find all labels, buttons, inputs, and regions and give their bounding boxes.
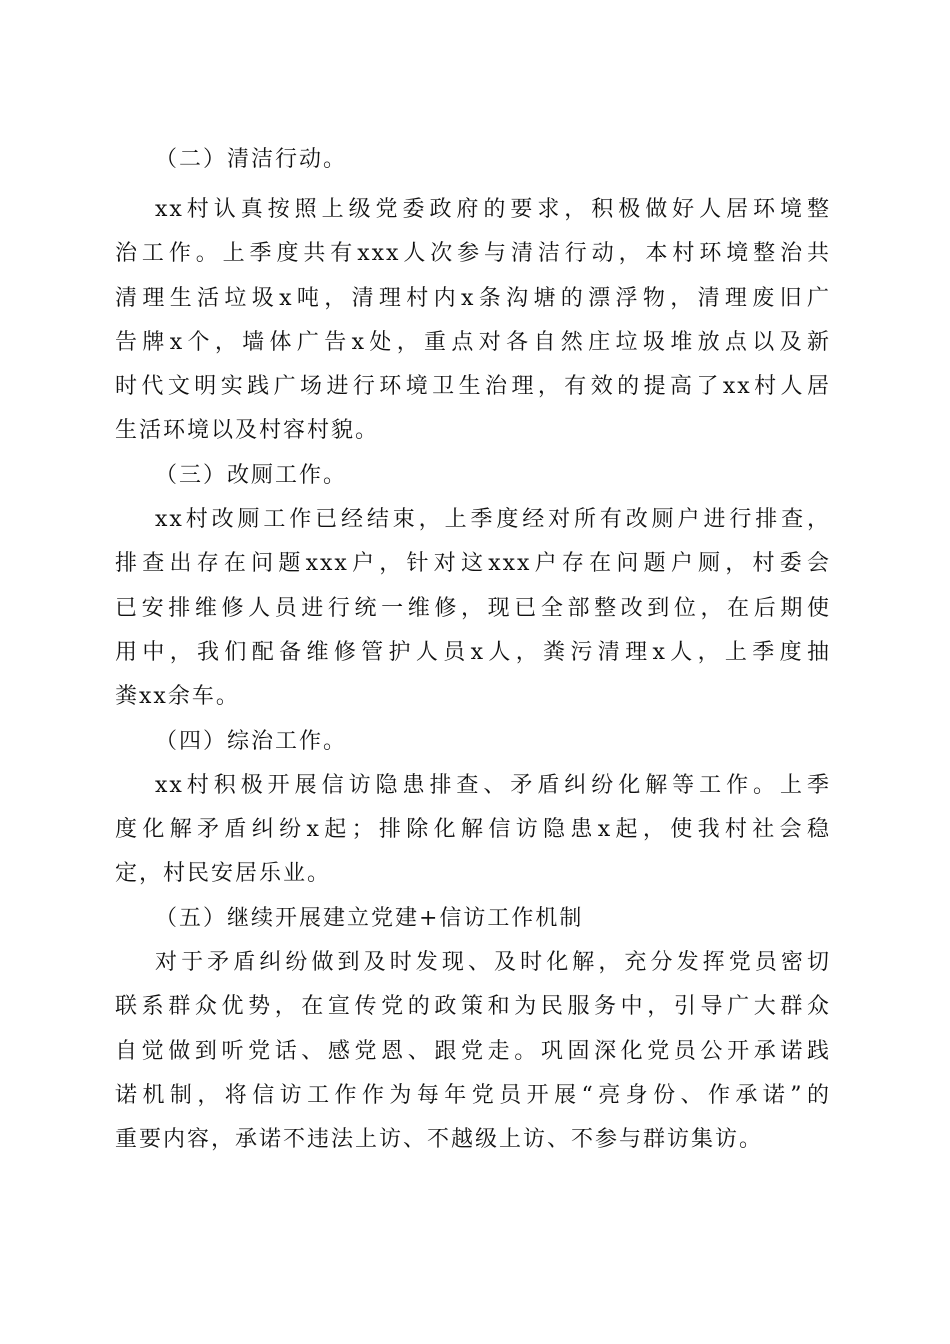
paragraph-line: 度化解矛盾纠纷x起；排除化解信访隐患x起，使我村社会稳 (115, 817, 831, 843)
paragraph-line: 用中，我们配备维修管护人员x人，粪污清理x人，上季度抽 (115, 639, 831, 665)
document-body (115, 142, 831, 1167)
paragraph-line: 治工作。上季度共有xxx人次参与清洁行动，本村环境整治共 (115, 241, 831, 267)
paragraph-line: 清理生活垃圾x吨，清理村内x条沟塘的漂浮物，清理废旧广 (115, 285, 831, 311)
paragraph-line: xx村认真按照上级党委政府的要求，积极做好人居环境整 (155, 197, 831, 222)
paragraph-line: 时代文明实践广场进行环境卫生治理，有效的提高了xx村人居 (115, 374, 831, 400)
paragraph-line: xx村改厕工作已经结束，上季度经对所有改厕户进行排查， (155, 507, 831, 533)
paragraph-line: xx村积极开展信访隐患排查、矛盾纠纷化解等工作。上季 (155, 772, 831, 798)
section-heading: （二）清洁行动。 (155, 147, 348, 172)
paragraph-line: 对于矛盾纠纷做到及时发现、及时化解，充分发挥党员密切 (155, 950, 831, 976)
paragraph-line: 粪xx余车。 (115, 684, 240, 710)
paragraph-line: 定，村民安居乐业。 (115, 861, 332, 887)
paragraph-line: 告牌x个，墙体广告x处，重点对各自然庄垃圾堆放点以及新 (115, 329, 831, 355)
section-heading: （四）综治工作。 (155, 728, 348, 754)
paragraph-line: 诺机制，将信访工作作为每年党员开展“亮身份、作承诺”的 (115, 1082, 831, 1108)
paragraph-line: 生活环境以及村容村貌。 (115, 418, 380, 444)
paragraph-line: 已安排维修人员进行统一维修，现已全部整改到位，在后期使 (115, 595, 831, 621)
paragraph-line: 排查出存在问题xxx户，针对这xxx户存在问题户厕，村委会 (115, 551, 831, 577)
paragraph-line: 自觉做到听党话、感党恩、跟党走。巩固深化党员公开承诺践 (115, 1038, 831, 1064)
section-heading: （三）改厕工作。 (155, 462, 348, 488)
section-heading: （五）继续开展建立党建+信访工作机制 (155, 905, 584, 931)
paragraph-line: 联系群众优势，在宣传党的政策和为民服务中，引导广大群众 (115, 994, 831, 1020)
paragraph-line: 重要内容，承诺不违法上访、不越级上访、不参与群访集访。 (115, 1127, 764, 1153)
